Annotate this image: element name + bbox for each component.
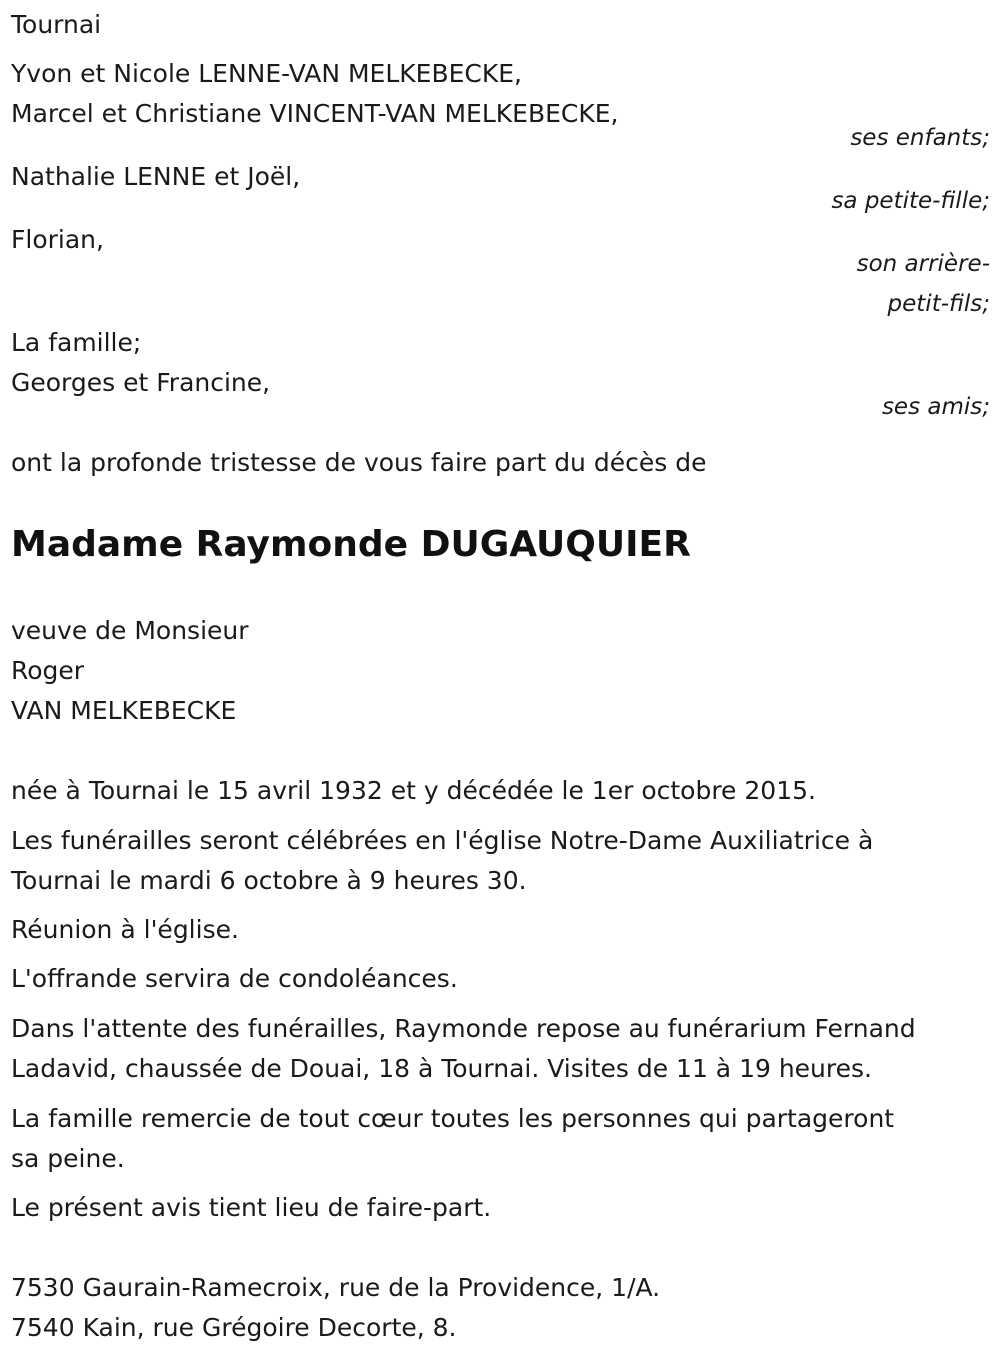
location: Tournai xyxy=(11,10,102,39)
children-line-2: Marcel et Christiane VINCENT-VAN MELKEBECKE, xyxy=(11,99,619,128)
wake-line-2: Ladavid, chaussée de Douai, 18 à Tournai. Visites de 11 à 19 heures. xyxy=(11,1054,872,1083)
great-grandson-role-line-2: petit-fils; xyxy=(887,291,990,317)
address-2: 7540 Kain, rue Grégoire Decorte, 8. xyxy=(11,1313,457,1342)
thanks-line-1: La famille remercie de tout cœur toutes les personnes qui partageront xyxy=(11,1104,895,1133)
offering: L'offrande servira de condoléances. xyxy=(11,964,458,993)
address-1: 7530 Gaurain-Ramecroix, rue de la Providence, 1/A. xyxy=(11,1273,661,1302)
granddaughter: Nathalie LENNE et Joël, xyxy=(11,162,301,191)
deceased-name: Madame Raymonde DUGAUQUIER xyxy=(11,524,691,565)
wake-line-1: Dans l'attente des funérailles, Raymonde repose au funérarium Fernand xyxy=(11,1014,916,1043)
funeral-line-1: Les funérailles seront célébrées en l'église Notre-Dame Auxiliatrice à xyxy=(11,826,874,855)
widow-line-1: veuve de Monsieur xyxy=(11,616,249,645)
granddaughter-role: sa petite-fille; xyxy=(831,188,990,214)
friends: Georges et Francine, xyxy=(11,368,271,397)
announcement: ont la profonde tristesse de vous faire part du décès de xyxy=(11,448,707,477)
birth-death: née à Tournai le 15 avril 1932 et y décédée le 1er octobre 2015. xyxy=(11,776,816,805)
great-grandson-role-line-1: son arrière- xyxy=(856,251,990,277)
widow-line-2: Roger xyxy=(11,656,85,685)
great-grandson: Florian, xyxy=(11,225,104,254)
widow-line-3: VAN MELKEBECKE xyxy=(11,696,237,725)
family-line: La famille; xyxy=(11,328,142,357)
children-line-1: Yvon et Nicole LENNE-VAN MELKEBECKE, xyxy=(11,59,522,88)
notice: Le présent avis tient lieu de faire-part. xyxy=(11,1193,492,1222)
thanks-line-2: sa peine. xyxy=(11,1144,125,1173)
meeting: Réunion à l'église. xyxy=(11,915,239,944)
friends-role: ses amis; xyxy=(881,394,990,420)
children-role: ses enfants; xyxy=(850,125,990,151)
funeral-line-2: Tournai le mardi 6 octobre à 9 heures 30. xyxy=(11,866,527,895)
